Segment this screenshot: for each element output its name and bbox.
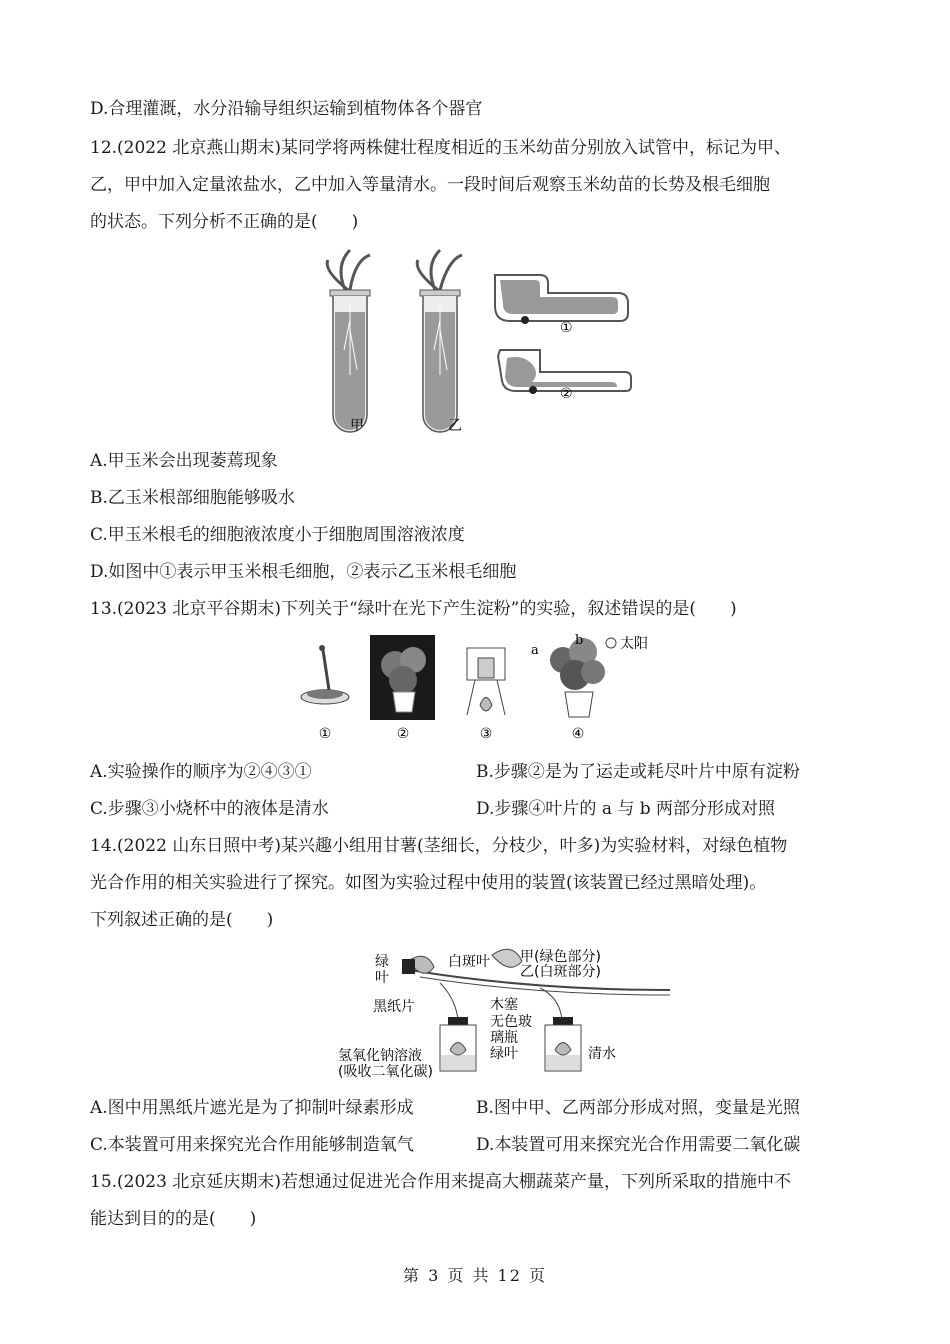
label-absorb-co2: (吸收二氧化碳) <box>338 1064 433 1080</box>
q13-option-d: D.步骤④叶片的 a 与 b 两部分形成对照 <box>476 799 776 819</box>
q13-option-c: C.步骤③小烧杯中的液体是清水 <box>90 799 329 819</box>
label-green-leaf-2: 叶 <box>375 970 389 986</box>
q11-option-d: D.合理灌溉，水分沿输导组织运输到植物体各个器官 <box>90 99 483 119</box>
q12-option-a: A.甲玉米会出现萎蔫现象 <box>90 451 278 471</box>
label-green-leaf-1: 绿 <box>375 954 389 970</box>
step-label-2: ② <box>396 726 410 742</box>
q12-option-b: B.乙玉米根部细胞能够吸水 <box>90 488 295 508</box>
cell-label-2: ② <box>560 386 573 402</box>
test-tube-jia <box>327 250 370 432</box>
page-footer: 第 3 页 共 12 页 <box>403 1266 547 1285</box>
leaf-label-a: a <box>531 643 539 658</box>
label-part-jia: 甲(绿色部分) <box>520 949 601 965</box>
q14-option-d: D.本装置可用来探究光合作用需要二氧化碳 <box>476 1135 801 1155</box>
q12-stem-line-3: 的状态。下列分析不正确的是( ) <box>90 212 359 232</box>
q14-option-a: A.图中用黑纸片遮光是为了抑制叶绿素形成 <box>90 1098 414 1118</box>
tube-label-yi: 乙 <box>448 418 462 434</box>
q13-figure-experiment-steps <box>295 630 665 745</box>
q14-stem-line-3: 下列叙述正确的是( ) <box>90 910 274 930</box>
step-3-water-bath <box>467 648 505 715</box>
label-part-yi: 乙(白斑部分) <box>520 964 601 980</box>
q12-option-d: D.如图中①表示甲玉米根毛细胞，②表示乙玉米根毛细胞 <box>90 562 517 582</box>
q12-figure-test-tubes-and-cells <box>315 240 640 440</box>
step-1-petri-dish <box>301 645 349 704</box>
step-4-sunlight-plant <box>550 638 616 717</box>
q12-option-c: C.甲玉米根毛的细胞液浓度小于细胞周围溶液浓度 <box>90 525 465 545</box>
label-black-paper: 黑纸片 <box>373 999 415 1015</box>
step-label-1: ① <box>318 726 332 742</box>
label-glass-bottle-1: 无色玻 <box>490 1014 532 1030</box>
label-glass-bottle-2: 璃瓶 <box>490 1030 518 1046</box>
cell-label-1: ① <box>560 320 573 336</box>
label-white-spot-leaf: 白斑叶 <box>448 954 490 970</box>
test-tube-yi <box>417 250 462 432</box>
q14-stem-line-1: 14.(2022 山东日照中考)某兴趣小组用甘薯(茎细长，分枝少，叶多)为实验材料，对绿色植物 <box>90 836 788 856</box>
q15-stem-line-1: 15.(2023 北京延庆期末)若想通过促进光合作用来提高大棚蔬菜产量，下列所采取的措施中不 <box>90 1172 791 1192</box>
q14-option-c: C.本装置可用来探究光合作用能够制造氧气 <box>90 1135 414 1155</box>
q15-stem-line-2: 能达到目的的是( ) <box>90 1209 257 1229</box>
q12-stem-line-1: 12.(2022 北京燕山期末)某同学将两株健壮程度相近的玉米幼苗分别放入试管中，标记为甲、 <box>90 138 791 158</box>
leaf-label-b: b <box>575 633 584 648</box>
q13-option-a: A.实验操作的顺序为②④③① <box>90 762 312 782</box>
label-naoh-solution: 氢氧化钠溶液 <box>338 1048 422 1064</box>
label-cork: 木塞 <box>490 997 518 1013</box>
root-hair-cell-1 <box>495 275 628 324</box>
q13-stem: 13.(2023 北京平谷期末)下列关于“绿叶在光下产生淀粉”的实验，叙述错误的是( ) <box>90 599 737 619</box>
tube-label-jia: 甲 <box>350 418 364 434</box>
step-label-4: ④ <box>571 726 585 742</box>
q14-figure-apparatus <box>330 945 680 1095</box>
step-label-3: ③ <box>479 726 493 742</box>
q14-option-b: B.图中甲、乙两部分形成对照，变量是光照 <box>476 1098 800 1118</box>
label-green-leaf-inside: 绿叶 <box>490 1046 518 1062</box>
label-clear-water: 清水 <box>588 1046 616 1062</box>
q14-stem-line-2: 光合作用的相关实验进行了探究。如图为实验过程中使用的装置(该装置已经过黑暗处理)。 <box>90 873 767 893</box>
sun-label: 太阳 <box>620 636 648 652</box>
q13-option-b: B.步骤②是为了运走或耗尽叶片中原有淀粉 <box>476 762 800 782</box>
q12-stem-line-2: 乙，甲中加入定量浓盐水，乙中加入等量清水。一段时间后观察玉米幼苗的长势及根毛细胞 <box>90 175 770 195</box>
step-2-dark-plant <box>370 635 435 720</box>
